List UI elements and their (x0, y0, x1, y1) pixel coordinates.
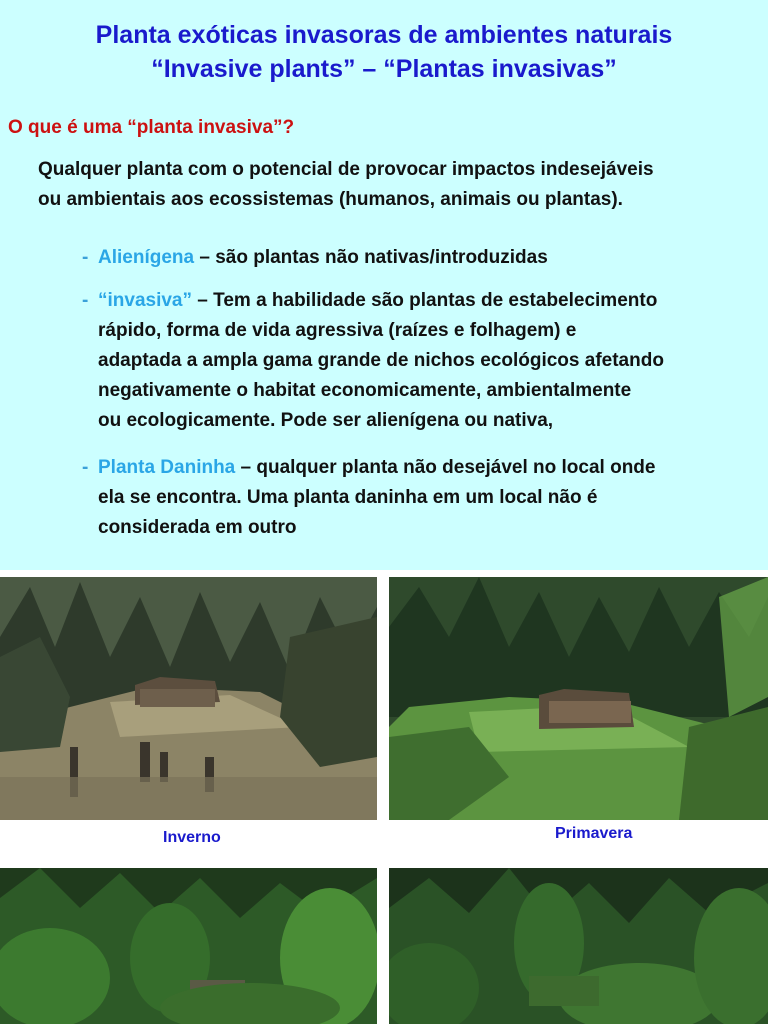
winter-photo (0, 577, 377, 820)
caption-inverno: Inverno (163, 829, 221, 846)
bullet-text: ou ecologicamente. Pode ser alienígena ou nativa, (98, 410, 554, 431)
title-line-2: “Invasive plants” – “Plantas invasivas” (151, 55, 617, 83)
bullet-text: – são plantas não nativas/introduzidas (199, 247, 548, 268)
overgrown-photo-left (0, 868, 377, 1024)
intro-paragraph (38, 155, 758, 215)
bullet-dash: - (82, 247, 89, 268)
bullet-term: “invasiva” (98, 290, 192, 311)
bullet-alienigena (82, 243, 758, 273)
overgrown-photo-right (389, 868, 768, 1024)
caption-primavera: Primavera (555, 825, 633, 842)
bullet-text: adaptada a ampla gama grande de nichos ecológicos afetando (98, 350, 664, 371)
bullet-dash: - (82, 290, 89, 311)
bullet-text: negativamente o habitat economicamente, ambientalmente (98, 380, 632, 401)
bullet-invasiva (82, 286, 758, 436)
bullet-text: rápido, forma de vida agressiva (raízes e folhagem) e (98, 320, 577, 341)
bullet-text: – Tem a habilidade são plantas de estabelecimento (197, 290, 658, 311)
intro-line: ou ambientais aos ecossistemas (humanos, animais ou plantas). (38, 189, 623, 210)
slide-title (0, 18, 768, 86)
bullet-term: Alienígena (98, 247, 195, 268)
bullet-term: Planta Daninha (98, 457, 236, 478)
title-line-1: Planta exóticas invasoras de ambientes naturais (95, 21, 673, 49)
bullet-text: ela se encontra. Uma planta daninha em um local não é (98, 487, 598, 508)
intro-line: Qualquer planta com o potencial de provocar impactos indesejáveis (38, 159, 654, 180)
question-heading: O que é uma “planta invasiva”? (8, 117, 295, 138)
bullet-text: considerada em outro (98, 517, 297, 538)
bullet-text: – qualquer planta não desejável no local onde (240, 457, 656, 478)
spring-photo (389, 577, 768, 820)
bullet-dash: - (82, 457, 89, 478)
bullet-planta-daninha (82, 453, 758, 543)
